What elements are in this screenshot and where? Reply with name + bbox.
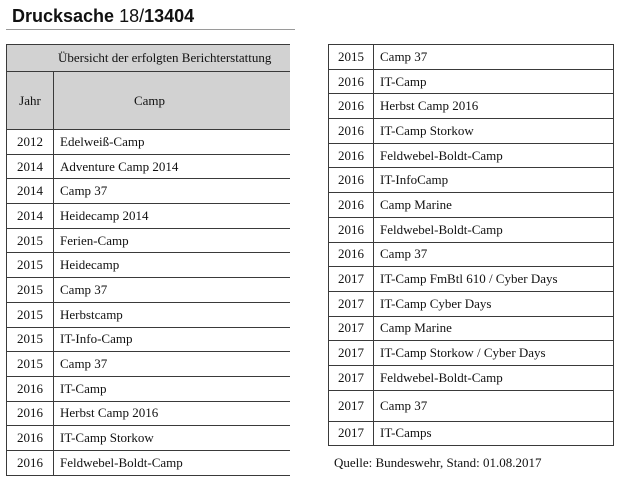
- camp-cell: IT-Camp FmBtl 610 / Cyber Days: [374, 267, 614, 292]
- year-cell: 2016: [7, 376, 54, 401]
- year-cell: 2016: [329, 168, 374, 193]
- table-row: [7, 204, 291, 229]
- table-row: [329, 45, 614, 70]
- year-cell: 2017: [329, 390, 374, 421]
- table-row: [329, 168, 614, 193]
- camp-cell: IT-Camp Storkow: [374, 119, 614, 144]
- camp-cell: Feldwebel-Boldt-Camp: [374, 217, 614, 242]
- left-table-viewport: [6, 44, 290, 485]
- year-cell: 2015: [7, 352, 54, 377]
- camp-cell: Camp 37: [54, 179, 291, 204]
- year-cell: 2014: [7, 179, 54, 204]
- left-table-body: [7, 130, 291, 476]
- camp-cell: Edelweiß-Camp: [54, 130, 291, 155]
- year-cell: 2015: [7, 278, 54, 303]
- camp-cell: Heidecamp 2014: [54, 204, 291, 229]
- table-row: [329, 316, 614, 341]
- table-row: [329, 119, 614, 144]
- table-row: [329, 217, 614, 242]
- year-cell: 2012: [7, 130, 54, 155]
- table-row: [329, 193, 614, 218]
- camp-cell: Ferien-Camp: [54, 228, 291, 253]
- overview-table-left: [6, 44, 290, 476]
- year-cell: 2016: [329, 193, 374, 218]
- camp-cell: Heidecamp: [54, 253, 291, 278]
- year-cell: 2015: [7, 302, 54, 327]
- camp-cell: Camp 37: [54, 278, 291, 303]
- legislative-period: 18/: [119, 6, 145, 26]
- table-row: [329, 365, 614, 390]
- table-row: [7, 130, 291, 155]
- year-cell: 2015: [7, 327, 54, 352]
- table-row: [7, 179, 291, 204]
- table-row: [7, 327, 291, 352]
- year-cell: 2016: [7, 426, 54, 451]
- camp-cell: IT-Camp: [374, 69, 614, 94]
- camp-cell: Feldwebel-Boldt-Camp: [374, 143, 614, 168]
- table-row: [7, 278, 291, 303]
- camp-cell: IT-Camp: [54, 376, 291, 401]
- table-row: [329, 267, 614, 292]
- camp-cell: IT-Camps: [374, 421, 614, 446]
- year-cell: 2016: [329, 242, 374, 267]
- table-row: [329, 421, 614, 446]
- year-cell: 2016: [329, 94, 374, 119]
- year-cell: 2015: [7, 228, 54, 253]
- table-title: Übersicht der erfolgten Berichterstattung: [7, 45, 291, 72]
- year-cell: 2017: [329, 421, 374, 446]
- year-cell: 2017: [329, 291, 374, 316]
- year-cell: 2016: [329, 69, 374, 94]
- year-cell: 2017: [329, 316, 374, 341]
- year-cell: 2014: [7, 204, 54, 229]
- table-row: [7, 154, 291, 179]
- year-cell: 2017: [329, 341, 374, 366]
- year-cell: 2016: [329, 217, 374, 242]
- year-cell: 2016: [329, 143, 374, 168]
- table-row: [329, 390, 614, 421]
- column-header-camp: Camp: [54, 72, 291, 130]
- camp-cell: Camp 37: [374, 45, 614, 70]
- table-row: [7, 450, 291, 475]
- year-cell: 2017: [329, 267, 374, 292]
- camp-cell: Herbst Camp 2016: [374, 94, 614, 119]
- table-row: [329, 143, 614, 168]
- camp-cell: Feldwebel-Boldt-Camp: [374, 365, 614, 390]
- camp-cell: IT-InfoCamp: [374, 168, 614, 193]
- table-row: [329, 242, 614, 267]
- table-row: [7, 253, 291, 278]
- table-row: [7, 352, 291, 377]
- table-row: [7, 228, 291, 253]
- table-row: [329, 291, 614, 316]
- camp-cell: Herbstcamp: [54, 302, 291, 327]
- table-row: [329, 69, 614, 94]
- table-row: [7, 401, 291, 426]
- camp-cell: Herbst Camp 2016: [54, 401, 291, 426]
- overview-table-right: [328, 44, 614, 446]
- camp-cell: IT-Camp Cyber Days: [374, 291, 614, 316]
- camp-cell: IT-Camp Storkow / Cyber Days: [374, 341, 614, 366]
- table-row: [7, 302, 291, 327]
- table-row: [329, 94, 614, 119]
- camp-cell: Camp Marine: [374, 316, 614, 341]
- table-row: [7, 376, 291, 401]
- camp-cell: IT-Camp Storkow: [54, 426, 291, 451]
- camp-cell: Camp 37: [374, 242, 614, 267]
- year-cell: 2016: [7, 401, 54, 426]
- document-header: [12, 6, 194, 27]
- year-cell: 2015: [329, 45, 374, 70]
- camp-cell: Camp 37: [374, 390, 614, 421]
- year-cell: 2016: [329, 119, 374, 144]
- right-table-body: [329, 45, 614, 446]
- camp-cell: Camp Marine: [374, 193, 614, 218]
- year-cell: 2017: [329, 365, 374, 390]
- table-row: [329, 341, 614, 366]
- year-cell: 2015: [7, 253, 54, 278]
- camp-cell: Camp 37: [54, 352, 291, 377]
- year-cell: 2016: [7, 450, 54, 475]
- year-cell: 2014: [7, 154, 54, 179]
- document-number: 13404: [144, 6, 195, 26]
- camp-cell: Adventure Camp 2014: [54, 154, 291, 179]
- header-divider: [6, 29, 295, 30]
- camp-cell: Feldwebel-Boldt-Camp: [54, 450, 291, 475]
- camp-cell: IT-Info-Camp: [54, 327, 291, 352]
- document-label: Drucksache: [12, 6, 115, 26]
- source-note: Quelle: Bundeswehr, Stand: 01.08.2017: [334, 455, 542, 470]
- table-row: [7, 426, 291, 451]
- column-header-year: Jahr: [7, 72, 54, 130]
